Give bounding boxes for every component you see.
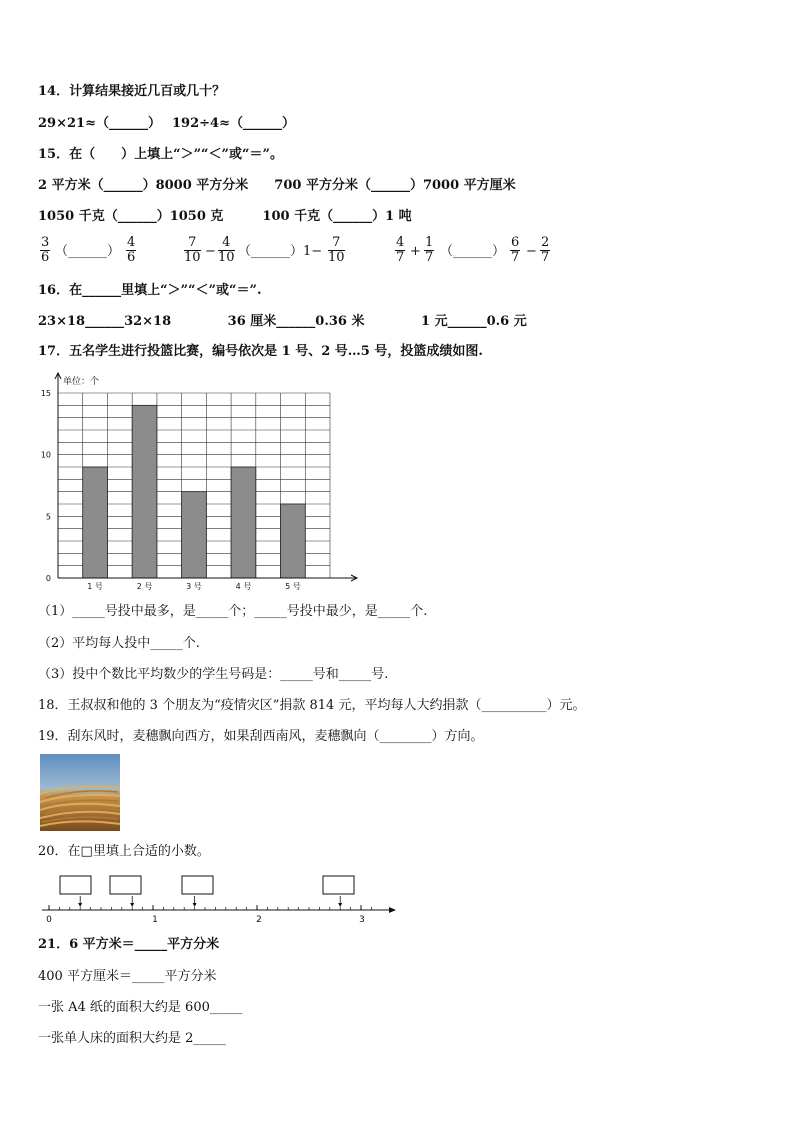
q17-sub1: （1）_____号投中最多，是_____个；_____号投中最少，是_____个.	[38, 604, 428, 619]
denominator: 7	[511, 250, 520, 265]
numerator: 1	[425, 235, 434, 250]
q20-title: 20．在□里填上合适的小数。	[38, 844, 210, 859]
fraction	[328, 236, 345, 265]
numerator: 4	[396, 235, 405, 250]
bar	[132, 405, 157, 578]
y-tick-label: 15	[40, 389, 51, 398]
pointer-arrow-head	[78, 903, 82, 907]
x-tick-label: 4 号	[235, 582, 252, 591]
pointer-arrow-head	[130, 903, 134, 907]
number-line-label: 3	[359, 915, 365, 925]
answer-box	[182, 876, 213, 894]
fraction	[184, 236, 201, 265]
denominator: 10	[328, 250, 345, 265]
q19-title: 19．刮东风时，麦穗飘向西方，如果刮西南风，麦穗飘向（________）方向。	[38, 729, 484, 744]
numerator: 3	[41, 235, 50, 250]
pointer-arrow-head	[338, 903, 342, 907]
y-tick-label: 0	[45, 574, 51, 583]
fraction	[510, 236, 520, 265]
x-tick-label: 2 号	[136, 582, 153, 591]
q21-line1: 21．6 平方米＝_____平方分米	[38, 937, 220, 952]
denominator: 10	[184, 250, 201, 265]
q14-title: 14．计算结果接近几百或几十？	[38, 84, 226, 99]
q16-title: 16．在______里填上“＞”“＜”或“＝”.	[38, 283, 262, 298]
denominator: 7	[425, 250, 434, 265]
fraction	[395, 236, 405, 265]
x-tick-label: 5 号	[285, 582, 301, 591]
answer-box	[60, 876, 91, 894]
number-line-arrow	[389, 907, 396, 913]
bar	[231, 467, 256, 578]
q15-title: 15．在（ ）上填上“＞”“＜”或“＝”。	[38, 147, 283, 162]
numerator: 2	[541, 235, 550, 250]
plus-sign: +	[410, 244, 421, 259]
q18-title: 18．王叔叔和他的 3 个朋友为“疫情灾区”捐款 814 元，平均每人大约捐款（__________）元。	[38, 698, 586, 713]
fraction	[40, 236, 50, 265]
numerator: 6	[511, 235, 520, 250]
minus-sign: −	[205, 244, 216, 259]
bar	[182, 492, 207, 578]
minus-sign: −	[526, 244, 537, 259]
answer-box	[110, 876, 141, 894]
bar	[83, 467, 108, 578]
q21-line4: 一张单人床的面积大约是 2_____	[38, 1031, 226, 1046]
x-tick-label: 1 号	[87, 582, 103, 591]
blank: （______）1−	[238, 244, 323, 259]
q17-sub3: （3）投中个数比平均数少的学生号码是：_____号和_____号.	[38, 667, 389, 682]
number-line-label: 2	[256, 915, 262, 925]
denominator: 7	[396, 250, 405, 265]
q17-sub2: （2）平均每人投中_____个.	[38, 636, 200, 651]
q15-line2: 1050 千克（______）1050 克 100 千克（______）1 吨	[38, 209, 412, 224]
q21-line2: 400 平方厘米＝_____平方分米	[38, 969, 217, 984]
numerator: 4	[218, 236, 235, 251]
bar	[281, 504, 306, 578]
fraction	[126, 236, 136, 265]
blank: （______）	[440, 244, 506, 259]
fraction	[540, 236, 550, 265]
chart-unit-label: 单位：个	[63, 377, 100, 387]
bar-chart	[30, 370, 370, 596]
fraction	[218, 236, 235, 265]
pointer-arrow-head	[193, 903, 197, 907]
denominator: 6	[127, 250, 136, 265]
number-line-label: 1	[152, 915, 158, 925]
fraction	[424, 236, 434, 265]
blank: （______）	[55, 244, 121, 259]
q17-title: 17．五名学生进行投篮比赛，编号依次是 1 号、2 号…5 号，投篮成绩如图.	[38, 344, 483, 359]
q16-line: 23×18______32×18 36 厘米______0.36 米 1 元______0.6 元	[38, 314, 527, 329]
number-line	[40, 868, 410, 928]
wheat-image	[40, 754, 120, 831]
denominator: 7	[541, 250, 550, 265]
number-line-label: 0	[46, 915, 52, 925]
denominator: 6	[41, 250, 50, 265]
q21-line3: 一张 A4 纸的面积大约是 600_____	[38, 1000, 243, 1015]
numerator: 7	[328, 236, 345, 251]
numerator: 4	[127, 235, 136, 250]
numerator: 7	[184, 236, 201, 251]
denominator: 10	[218, 250, 235, 265]
q14-line: 29×21≈（______） 192÷4≈（______）	[38, 116, 295, 131]
y-tick-label: 5	[45, 512, 51, 522]
y-tick-label: 10	[40, 450, 51, 460]
q15-line1: 2 平方米（______）8000 平方分米 700 平方分米（______）7000 平方厘米	[38, 178, 516, 193]
number-line-ticks	[42, 876, 396, 913]
x-tick-label: 3 号	[186, 582, 202, 591]
answer-box	[323, 876, 354, 894]
